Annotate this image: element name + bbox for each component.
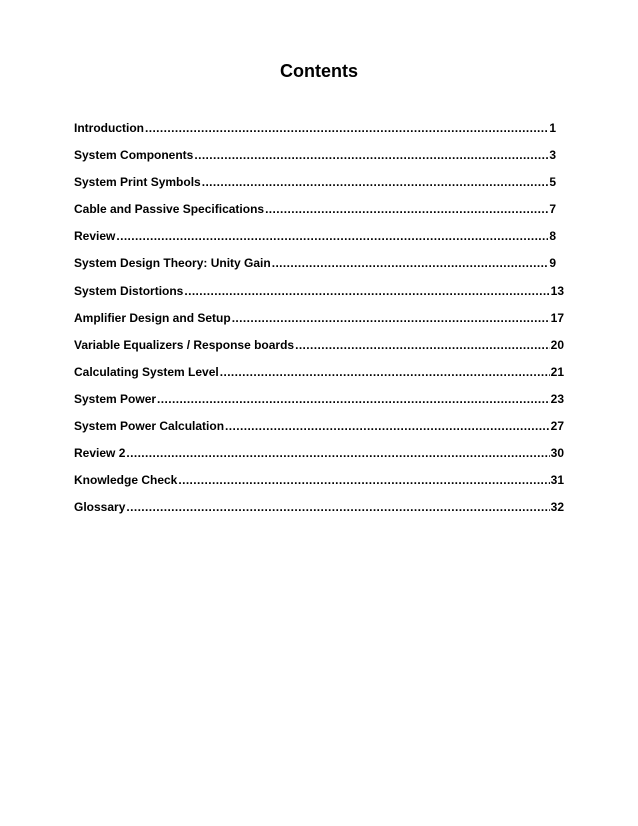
toc-entry	[74, 121, 556, 148]
toc-entry-page: 31	[550, 473, 564, 488]
toc-entry	[74, 284, 564, 311]
toc-entry-page: 9	[549, 256, 556, 271]
toc-dot-leader	[265, 202, 548, 216]
toc-entry	[74, 500, 564, 527]
toc-dot-leader	[220, 365, 550, 379]
toc-dot-leader	[157, 392, 550, 406]
toc-entry-page: 23	[550, 391, 564, 406]
toc-entry-page: 20	[550, 337, 564, 352]
toc-entry-label: System Power	[74, 391, 157, 406]
toc-entry	[74, 473, 564, 500]
toc-entry-label: Knowledge Check	[74, 473, 178, 488]
toc-entry-page: 32	[550, 500, 564, 515]
toc-entry	[74, 338, 564, 365]
toc-entry-page: 1	[549, 121, 556, 135]
toc-dot-leader	[272, 256, 549, 270]
toc-entry-label: Review 2	[74, 446, 126, 461]
toc-entry-page: 21	[550, 364, 564, 379]
toc-dot-leader	[194, 148, 548, 162]
toc-entry	[74, 392, 564, 419]
toc-entry-page: 13	[550, 283, 564, 298]
toc-entry-label: Amplifier Design and Setup	[74, 310, 231, 325]
table-of-contents	[74, 121, 564, 527]
toc-entry	[74, 175, 556, 202]
toc-entry	[74, 446, 564, 473]
toc-dot-leader	[126, 446, 549, 460]
toc-entry-label: Introduction	[74, 121, 144, 135]
toc-entry	[74, 419, 564, 446]
toc-entry	[74, 202, 556, 229]
toc-entry-page: 7	[549, 202, 556, 217]
page-title: Contents	[280, 61, 358, 81]
toc-entry-label: Variable Equalizers / Response boards	[74, 337, 295, 352]
toc-entry	[74, 229, 556, 256]
toc-entry-page: 3	[549, 148, 556, 163]
toc-entry-label: System Print Symbols	[74, 175, 201, 190]
toc-dot-leader	[295, 338, 550, 352]
toc-entry-label: System Power Calculation	[74, 419, 225, 434]
toc-dot-leader	[178, 473, 549, 487]
toc-entry-page: 17	[550, 310, 564, 325]
toc-dot-leader	[184, 284, 549, 298]
toc-entry	[74, 365, 564, 392]
toc-dot-leader	[202, 175, 549, 189]
toc-dot-leader	[232, 311, 550, 325]
toc-entry-label: Calculating System Level	[74, 364, 219, 379]
toc-entry-page: 27	[550, 419, 564, 434]
toc-entry-page: 5	[549, 175, 556, 190]
toc-dot-leader	[225, 419, 550, 433]
toc-entry-label: System Distortions	[74, 283, 184, 298]
toc-dot-leader	[126, 500, 549, 514]
toc-entry	[74, 148, 556, 175]
toc-entry-page: 8	[549, 229, 556, 244]
toc-entry-label: System Components	[74, 148, 194, 163]
toc-entry-label: Cable and Passive Specifications	[74, 202, 265, 217]
toc-entry-label: System Design Theory: Unity Gain	[74, 256, 271, 271]
toc-entry	[74, 256, 556, 283]
toc-entry-page: 30	[550, 446, 564, 461]
toc-entry-label: Review	[74, 229, 116, 244]
toc-entry-label: Glossary	[74, 500, 126, 515]
toc-entry	[74, 311, 564, 338]
toc-dot-leader	[145, 121, 548, 135]
toc-dot-leader	[116, 229, 548, 243]
